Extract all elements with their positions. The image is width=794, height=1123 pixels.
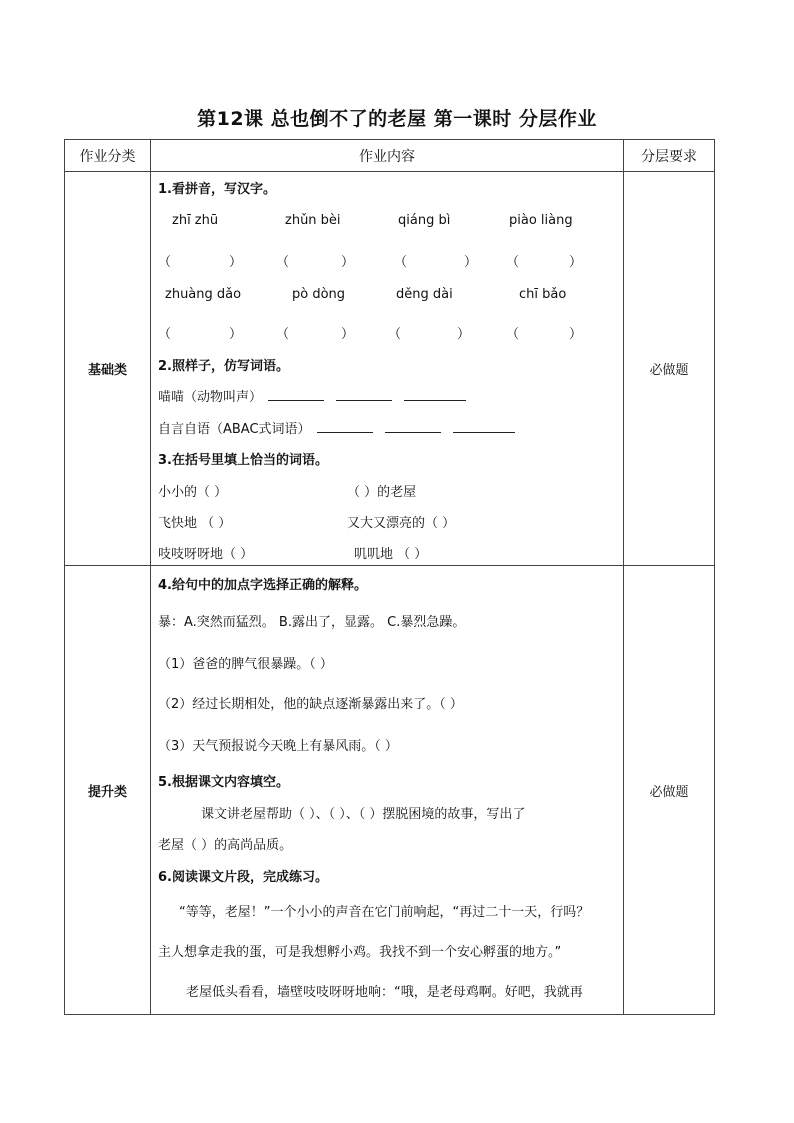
question-4: 4.给句中的加点字选择正确的解释。 — [158, 578, 367, 593]
answer-paren-open[interactable]: （ — [394, 255, 408, 270]
page-title: 第12课 总也倒不了的老屋 第一课时 分层作业 — [197, 108, 597, 130]
answer-paren-open[interactable]: （ — [388, 327, 402, 342]
q3-item[interactable]: 小小的（ ） — [158, 485, 228, 500]
answer-paren-close: ） — [341, 255, 355, 270]
answer-paren-close: ） — [229, 327, 243, 342]
q4-sentence-3[interactable]: （3）天气预报说今天晚上有暴风雨。（ ） — [158, 739, 398, 754]
answer-paren-close: ） — [569, 255, 583, 270]
q4-sentence-1[interactable]: （1）爸爸的脾气很暴躁。（ ） — [158, 657, 333, 672]
q4-sentence-2[interactable]: （2）经过长期相处，他的缺点逐渐暴露出来了。（ ） — [158, 697, 463, 712]
category-basic: 基础类 — [65, 172, 151, 566]
content-basic — [151, 172, 624, 566]
question-5: 5.根据课文内容填空。 — [158, 775, 289, 790]
answer-paren-close: ） — [569, 327, 583, 342]
answer-paren-open[interactable]: （ — [506, 327, 520, 342]
q2-line-2 — [158, 418, 523, 437]
pinyin-4: piào liàng — [509, 213, 573, 228]
question-2: 2.照样子，仿写词语。 — [158, 359, 289, 374]
q4-options: 暴：A.突然而猛烈。 B.露出了，显露。 C.暴烈急躁。 — [158, 615, 466, 630]
table-row-basic — [65, 172, 715, 566]
table-row-advanced — [65, 566, 715, 1015]
pinyin-8: chī bǎo — [519, 287, 567, 302]
question-1: 1.看拼音，写汉字。 — [158, 182, 276, 197]
answer-paren-open[interactable]: （ — [506, 255, 520, 270]
answer-paren-close: ） — [341, 327, 355, 342]
requirement-basic: 必做题 — [624, 172, 715, 566]
table-header-row — [65, 140, 715, 172]
q3-item[interactable]: 飞快地 （ ） — [158, 516, 232, 531]
q2-line-1-text: 喵喵（动物叫声） — [158, 390, 263, 405]
header-content: 作业内容 — [151, 140, 624, 172]
q2-line-1 — [158, 386, 474, 405]
answer-blank[interactable] — [317, 420, 373, 433]
answer-paren-close: ） — [229, 255, 243, 270]
requirement-advanced: 必做题 — [624, 566, 715, 1015]
pinyin-3: qiáng bì — [398, 213, 451, 228]
category-advanced: 提升类 — [65, 566, 151, 1015]
answer-paren-open[interactable]: （ — [158, 327, 172, 342]
q3-item[interactable]: 叽叽地 （ ） — [354, 547, 428, 562]
answer-paren-open[interactable]: （ — [158, 255, 172, 270]
pinyin-6: pò dòng — [292, 287, 346, 302]
q2-line-2-text: 自言自语（ABAC式词语） — [158, 422, 311, 437]
answer-paren-open[interactable]: （ — [276, 255, 290, 270]
q5-line-1[interactable]: 课文讲老屋帮助（ ）、（ ）、（ ）摆脱困境的故事，写出了 — [201, 807, 526, 822]
answer-blank[interactable] — [404, 388, 466, 401]
homework-table — [64, 139, 715, 1015]
header-category: 作业分类 — [65, 140, 151, 172]
passage-line-2: 主人想拿走我的蛋，可是我想孵小鸡。我找不到一个安心孵蛋的地方。” — [158, 945, 562, 960]
pinyin-1: zhī zhū — [172, 213, 219, 228]
pinyin-5: zhuàng dǎo — [165, 287, 242, 302]
q3-item[interactable]: 又大又漂亮的（ ） — [347, 516, 456, 531]
answer-blank[interactable] — [385, 420, 441, 433]
answer-blank[interactable] — [453, 420, 515, 433]
answer-blank[interactable] — [336, 388, 392, 401]
q5-line-2[interactable]: 老屋（ ）的高尚品质。 — [158, 838, 293, 853]
q3-item[interactable]: （ ）的老屋 — [347, 485, 417, 500]
header-requirement: 分层要求 — [624, 140, 715, 172]
answer-paren-close: ） — [457, 327, 471, 342]
answer-paren-open[interactable]: （ — [276, 327, 290, 342]
pinyin-2: zhǔn bèi — [285, 213, 341, 228]
content-advanced — [151, 566, 624, 1015]
passage-line-3: 老屋低头看看，墙壁吱吱呀呀地响：“哦，是老母鸡啊。好吧，我就再 — [186, 985, 583, 1000]
answer-blank[interactable] — [268, 388, 324, 401]
answer-paren-close: ） — [464, 255, 478, 270]
passage-line-1: “等等，老屋！”一个小小的声音在它门前响起，“再过二十一天，行吗？ — [179, 905, 590, 920]
pinyin-7: děng dài — [396, 287, 453, 302]
question-6: 6.阅读课文片段，完成练习。 — [158, 870, 328, 885]
question-3: 3.在括号里填上恰当的词语。 — [158, 453, 328, 468]
q3-item[interactable]: 吱吱呀呀地（ ） — [158, 547, 254, 562]
